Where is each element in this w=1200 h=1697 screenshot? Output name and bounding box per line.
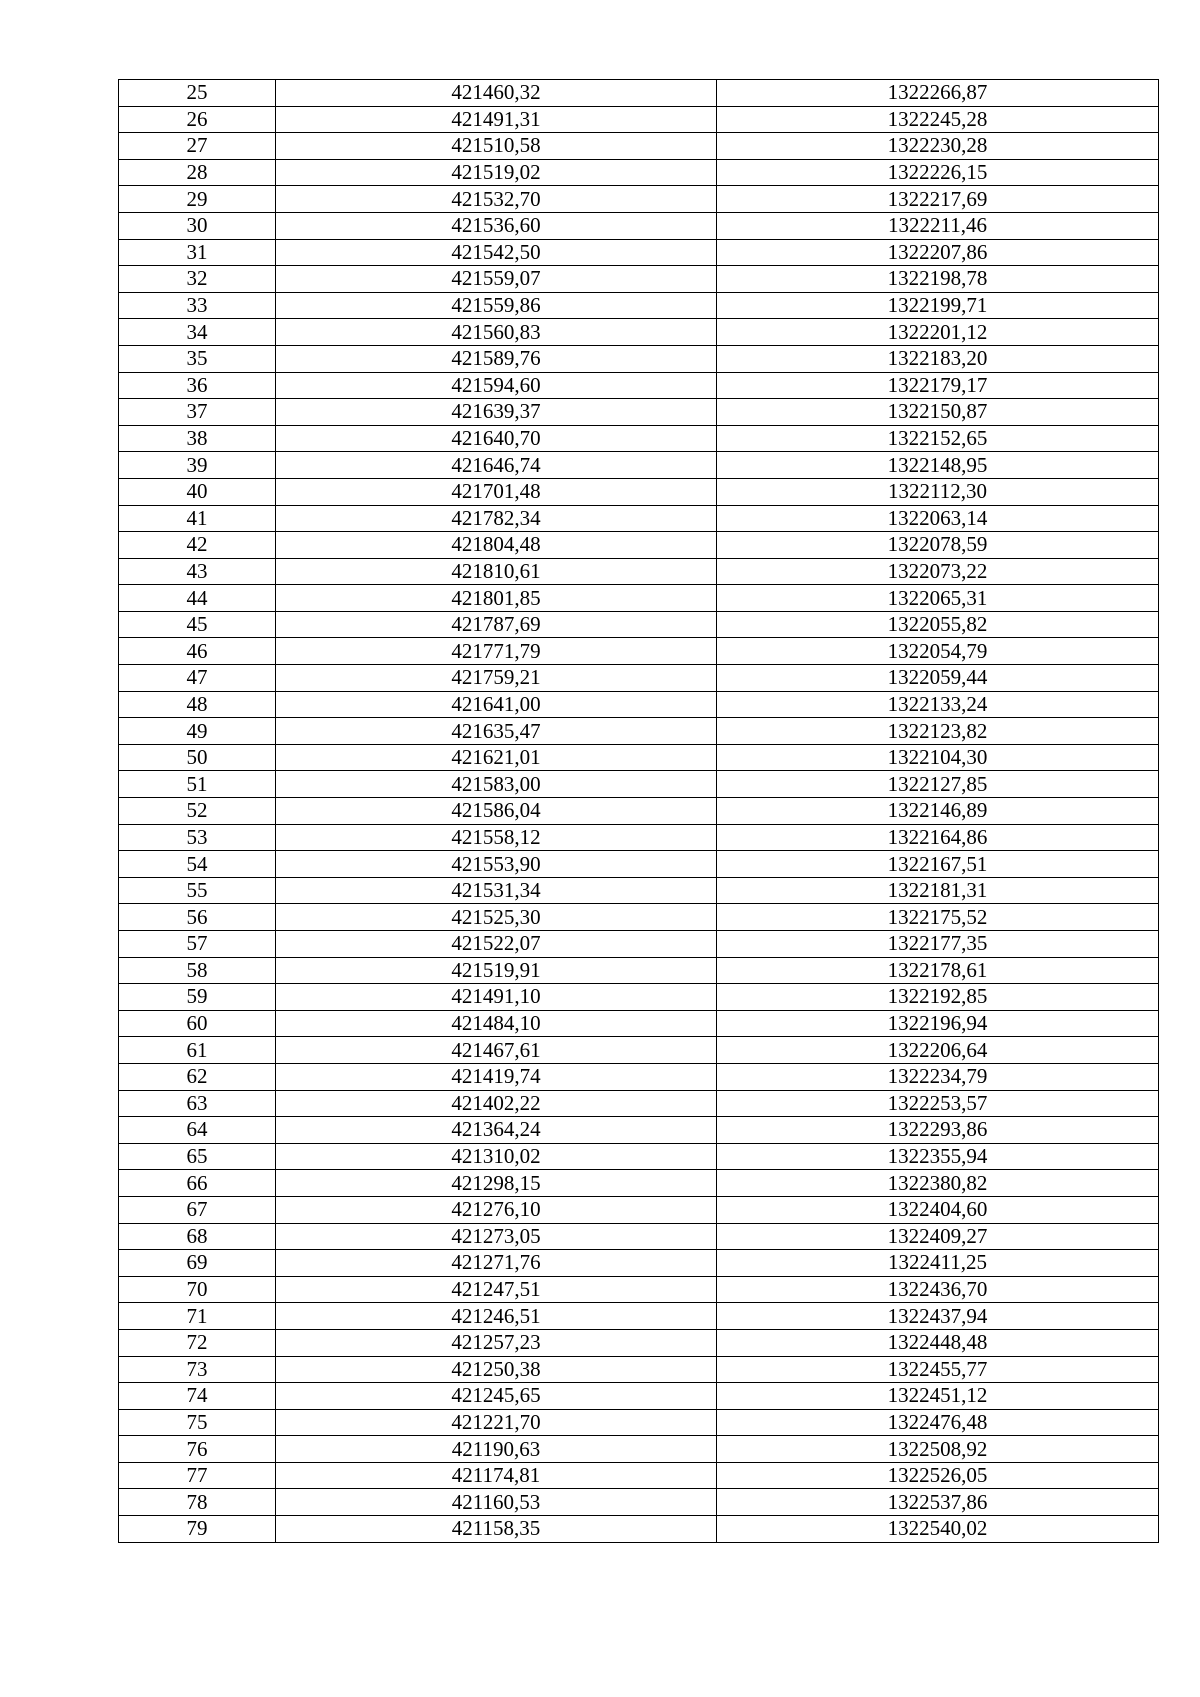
y-coordinate-cell: 1322104,30 <box>717 744 1159 771</box>
x-coordinate-cell: 421559,86 <box>276 292 717 319</box>
x-coordinate-cell: 421257,23 <box>276 1329 717 1356</box>
y-coordinate-cell: 1322065,31 <box>717 585 1159 612</box>
point-number-cell: 28 <box>119 159 276 186</box>
y-coordinate-cell: 1322436,70 <box>717 1276 1159 1303</box>
y-coordinate-cell: 1322476,48 <box>717 1409 1159 1436</box>
x-coordinate-cell: 421532,70 <box>276 186 717 213</box>
y-coordinate-cell: 1322207,86 <box>717 239 1159 266</box>
table-row <box>119 718 1159 745</box>
x-coordinate-cell: 421640,70 <box>276 425 717 452</box>
y-coordinate-cell: 1322540,02 <box>717 1516 1159 1543</box>
x-coordinate-cell: 421804,48 <box>276 532 717 559</box>
y-coordinate-cell: 1322230,28 <box>717 133 1159 160</box>
table-row <box>119 1436 1159 1463</box>
y-coordinate-cell: 1322127,85 <box>717 771 1159 798</box>
y-coordinate-cell: 1322409,27 <box>717 1223 1159 1250</box>
x-coordinate-cell: 421491,31 <box>276 106 717 133</box>
y-coordinate-cell: 1322055,82 <box>717 611 1159 638</box>
table-row <box>119 345 1159 372</box>
point-number-cell: 56 <box>119 904 276 931</box>
y-coordinate-cell: 1322451,12 <box>717 1383 1159 1410</box>
x-coordinate-cell: 421635,47 <box>276 718 717 745</box>
y-coordinate-cell: 1322234,79 <box>717 1063 1159 1090</box>
y-coordinate-cell: 1322537,86 <box>717 1489 1159 1516</box>
x-coordinate-cell: 421531,34 <box>276 877 717 904</box>
y-coordinate-cell: 1322404,60 <box>717 1196 1159 1223</box>
table-row <box>119 1063 1159 1090</box>
y-coordinate-cell: 1322437,94 <box>717 1303 1159 1330</box>
table-row <box>119 1462 1159 1489</box>
x-coordinate-cell: 421247,51 <box>276 1276 717 1303</box>
point-number-cell: 52 <box>119 798 276 825</box>
x-coordinate-cell: 421583,00 <box>276 771 717 798</box>
point-number-cell: 33 <box>119 292 276 319</box>
y-coordinate-cell: 1322526,05 <box>717 1462 1159 1489</box>
y-coordinate-cell: 1322179,17 <box>717 372 1159 399</box>
x-coordinate-cell: 421787,69 <box>276 611 717 638</box>
y-coordinate-cell: 1322178,61 <box>717 957 1159 984</box>
coordinates-table-body <box>119 80 1159 1543</box>
x-coordinate-cell: 421460,32 <box>276 80 717 107</box>
table-row <box>119 212 1159 239</box>
table-row <box>119 1170 1159 1197</box>
table-row <box>119 558 1159 585</box>
table-row <box>119 186 1159 213</box>
table-row <box>119 319 1159 346</box>
point-number-cell: 69 <box>119 1250 276 1277</box>
table-row <box>119 1090 1159 1117</box>
coordinates-table <box>118 79 1159 1543</box>
y-coordinate-cell: 1322293,86 <box>717 1117 1159 1144</box>
table-row <box>119 1117 1159 1144</box>
point-number-cell: 75 <box>119 1409 276 1436</box>
y-coordinate-cell: 1322112,30 <box>717 478 1159 505</box>
y-coordinate-cell: 1322192,85 <box>717 984 1159 1011</box>
x-coordinate-cell: 421467,61 <box>276 1037 717 1064</box>
point-number-cell: 40 <box>119 478 276 505</box>
y-coordinate-cell: 1322198,78 <box>717 266 1159 293</box>
table-row <box>119 1143 1159 1170</box>
x-coordinate-cell: 421621,01 <box>276 744 717 771</box>
point-number-cell: 76 <box>119 1436 276 1463</box>
point-number-cell: 44 <box>119 585 276 612</box>
table-row <box>119 266 1159 293</box>
point-number-cell: 35 <box>119 345 276 372</box>
x-coordinate-cell: 421771,79 <box>276 638 717 665</box>
x-coordinate-cell: 421559,07 <box>276 266 717 293</box>
table-row <box>119 1250 1159 1277</box>
table-row <box>119 1356 1159 1383</box>
x-coordinate-cell: 421419,74 <box>276 1063 717 1090</box>
point-number-cell: 51 <box>119 771 276 798</box>
x-coordinate-cell: 421298,15 <box>276 1170 717 1197</box>
y-coordinate-cell: 1322181,31 <box>717 877 1159 904</box>
point-number-cell: 73 <box>119 1356 276 1383</box>
table-row <box>119 585 1159 612</box>
table-row <box>119 957 1159 984</box>
point-number-cell: 66 <box>119 1170 276 1197</box>
y-coordinate-cell: 1322183,20 <box>717 345 1159 372</box>
x-coordinate-cell: 421801,85 <box>276 585 717 612</box>
x-coordinate-cell: 421484,10 <box>276 1010 717 1037</box>
table-row <box>119 106 1159 133</box>
table-row <box>119 1196 1159 1223</box>
point-number-cell: 54 <box>119 851 276 878</box>
point-number-cell: 46 <box>119 638 276 665</box>
x-coordinate-cell: 421250,38 <box>276 1356 717 1383</box>
x-coordinate-cell: 421594,60 <box>276 372 717 399</box>
x-coordinate-cell: 421221,70 <box>276 1409 717 1436</box>
x-coordinate-cell: 421273,05 <box>276 1223 717 1250</box>
x-coordinate-cell: 421402,22 <box>276 1090 717 1117</box>
table-row <box>119 1223 1159 1250</box>
x-coordinate-cell: 421553,90 <box>276 851 717 878</box>
point-number-cell: 34 <box>119 319 276 346</box>
x-coordinate-cell: 421190,63 <box>276 1436 717 1463</box>
table-row <box>119 824 1159 851</box>
y-coordinate-cell: 1322150,87 <box>717 399 1159 426</box>
y-coordinate-cell: 1322054,79 <box>717 638 1159 665</box>
x-coordinate-cell: 421491,10 <box>276 984 717 1011</box>
point-number-cell: 71 <box>119 1303 276 1330</box>
y-coordinate-cell: 1322167,51 <box>717 851 1159 878</box>
x-coordinate-cell: 421560,83 <box>276 319 717 346</box>
y-coordinate-cell: 1322448,48 <box>717 1329 1159 1356</box>
point-number-cell: 78 <box>119 1489 276 1516</box>
x-coordinate-cell: 421586,04 <box>276 798 717 825</box>
point-number-cell: 26 <box>119 106 276 133</box>
point-number-cell: 72 <box>119 1329 276 1356</box>
point-number-cell: 36 <box>119 372 276 399</box>
x-coordinate-cell: 421782,34 <box>276 505 717 532</box>
y-coordinate-cell: 1322226,15 <box>717 159 1159 186</box>
table-row <box>119 133 1159 160</box>
y-coordinate-cell: 1322380,82 <box>717 1170 1159 1197</box>
point-number-cell: 50 <box>119 744 276 771</box>
point-number-cell: 43 <box>119 558 276 585</box>
table-row <box>119 638 1159 665</box>
point-number-cell: 57 <box>119 931 276 958</box>
point-number-cell: 60 <box>119 1010 276 1037</box>
point-number-cell: 55 <box>119 877 276 904</box>
point-number-cell: 29 <box>119 186 276 213</box>
point-number-cell: 62 <box>119 1063 276 1090</box>
point-number-cell: 30 <box>119 212 276 239</box>
table-row <box>119 292 1159 319</box>
point-number-cell: 68 <box>119 1223 276 1250</box>
table-row <box>119 1329 1159 1356</box>
y-coordinate-cell: 1322078,59 <box>717 532 1159 559</box>
point-number-cell: 45 <box>119 611 276 638</box>
table-row <box>119 80 1159 107</box>
table-row <box>119 691 1159 718</box>
y-coordinate-cell: 1322152,65 <box>717 425 1159 452</box>
x-coordinate-cell: 421641,00 <box>276 691 717 718</box>
table-row <box>119 771 1159 798</box>
point-number-cell: 25 <box>119 80 276 107</box>
table-row <box>119 159 1159 186</box>
y-coordinate-cell: 1322206,64 <box>717 1037 1159 1064</box>
table-row <box>119 478 1159 505</box>
y-coordinate-cell: 1322133,24 <box>717 691 1159 718</box>
y-coordinate-cell: 1322073,22 <box>717 558 1159 585</box>
x-coordinate-cell: 421542,50 <box>276 239 717 266</box>
x-coordinate-cell: 421510,58 <box>276 133 717 160</box>
x-coordinate-cell: 421310,02 <box>276 1143 717 1170</box>
table-row <box>119 1303 1159 1330</box>
y-coordinate-cell: 1322266,87 <box>717 80 1159 107</box>
point-number-cell: 67 <box>119 1196 276 1223</box>
point-number-cell: 74 <box>119 1383 276 1410</box>
point-number-cell: 31 <box>119 239 276 266</box>
point-number-cell: 61 <box>119 1037 276 1064</box>
point-number-cell: 47 <box>119 665 276 692</box>
y-coordinate-cell: 1322059,44 <box>717 665 1159 692</box>
table-row <box>119 798 1159 825</box>
x-coordinate-cell: 421646,74 <box>276 452 717 479</box>
x-coordinate-cell: 421519,02 <box>276 159 717 186</box>
table-row <box>119 1489 1159 1516</box>
table-row <box>119 904 1159 931</box>
table-row <box>119 372 1159 399</box>
table-row <box>119 665 1159 692</box>
point-number-cell: 48 <box>119 691 276 718</box>
point-number-cell: 42 <box>119 532 276 559</box>
x-coordinate-cell: 421158,35 <box>276 1516 717 1543</box>
point-number-cell: 38 <box>119 425 276 452</box>
point-number-cell: 59 <box>119 984 276 1011</box>
x-coordinate-cell: 421525,30 <box>276 904 717 931</box>
y-coordinate-cell: 1322063,14 <box>717 505 1159 532</box>
point-number-cell: 27 <box>119 133 276 160</box>
x-coordinate-cell: 421246,51 <box>276 1303 717 1330</box>
table-row <box>119 1409 1159 1436</box>
x-coordinate-cell: 421589,76 <box>276 345 717 372</box>
x-coordinate-cell: 421160,53 <box>276 1489 717 1516</box>
table-row <box>119 744 1159 771</box>
table-row <box>119 239 1159 266</box>
table-row <box>119 931 1159 958</box>
x-coordinate-cell: 421759,21 <box>276 665 717 692</box>
y-coordinate-cell: 1322146,89 <box>717 798 1159 825</box>
y-coordinate-cell: 1322253,57 <box>717 1090 1159 1117</box>
table-row <box>119 425 1159 452</box>
point-number-cell: 77 <box>119 1462 276 1489</box>
y-coordinate-cell: 1322196,94 <box>717 1010 1159 1037</box>
table-row <box>119 851 1159 878</box>
point-number-cell: 39 <box>119 452 276 479</box>
x-coordinate-cell: 421522,07 <box>276 931 717 958</box>
y-coordinate-cell: 1322123,82 <box>717 718 1159 745</box>
point-number-cell: 64 <box>119 1117 276 1144</box>
table-row <box>119 1010 1159 1037</box>
y-coordinate-cell: 1322199,71 <box>717 292 1159 319</box>
x-coordinate-cell: 421276,10 <box>276 1196 717 1223</box>
x-coordinate-cell: 421245,65 <box>276 1383 717 1410</box>
table-row <box>119 1276 1159 1303</box>
point-number-cell: 32 <box>119 266 276 293</box>
y-coordinate-cell: 1322355,94 <box>717 1143 1159 1170</box>
x-coordinate-cell: 421271,76 <box>276 1250 717 1277</box>
table-row <box>119 1037 1159 1064</box>
x-coordinate-cell: 421364,24 <box>276 1117 717 1144</box>
y-coordinate-cell: 1322508,92 <box>717 1436 1159 1463</box>
point-number-cell: 70 <box>119 1276 276 1303</box>
table-row <box>119 1516 1159 1543</box>
y-coordinate-cell: 1322177,35 <box>717 931 1159 958</box>
x-coordinate-cell: 421519,91 <box>276 957 717 984</box>
x-coordinate-cell: 421810,61 <box>276 558 717 585</box>
point-number-cell: 53 <box>119 824 276 851</box>
point-number-cell: 41 <box>119 505 276 532</box>
y-coordinate-cell: 1322411,25 <box>717 1250 1159 1277</box>
y-coordinate-cell: 1322455,77 <box>717 1356 1159 1383</box>
table-row <box>119 532 1159 559</box>
y-coordinate-cell: 1322211,46 <box>717 212 1159 239</box>
x-coordinate-cell: 421701,48 <box>276 478 717 505</box>
y-coordinate-cell: 1322245,28 <box>717 106 1159 133</box>
point-number-cell: 63 <box>119 1090 276 1117</box>
x-coordinate-cell: 421558,12 <box>276 824 717 851</box>
x-coordinate-cell: 421174,81 <box>276 1462 717 1489</box>
point-number-cell: 58 <box>119 957 276 984</box>
y-coordinate-cell: 1322164,86 <box>717 824 1159 851</box>
table-row <box>119 984 1159 1011</box>
point-number-cell: 49 <box>119 718 276 745</box>
y-coordinate-cell: 1322217,69 <box>717 186 1159 213</box>
point-number-cell: 79 <box>119 1516 276 1543</box>
y-coordinate-cell: 1322175,52 <box>717 904 1159 931</box>
table-row <box>119 611 1159 638</box>
x-coordinate-cell: 421536,60 <box>276 212 717 239</box>
table-row <box>119 877 1159 904</box>
table-row <box>119 452 1159 479</box>
y-coordinate-cell: 1322201,12 <box>717 319 1159 346</box>
x-coordinate-cell: 421639,37 <box>276 399 717 426</box>
table-row <box>119 505 1159 532</box>
point-number-cell: 65 <box>119 1143 276 1170</box>
y-coordinate-cell: 1322148,95 <box>717 452 1159 479</box>
table-row <box>119 1383 1159 1410</box>
table-row <box>119 399 1159 426</box>
point-number-cell: 37 <box>119 399 276 426</box>
